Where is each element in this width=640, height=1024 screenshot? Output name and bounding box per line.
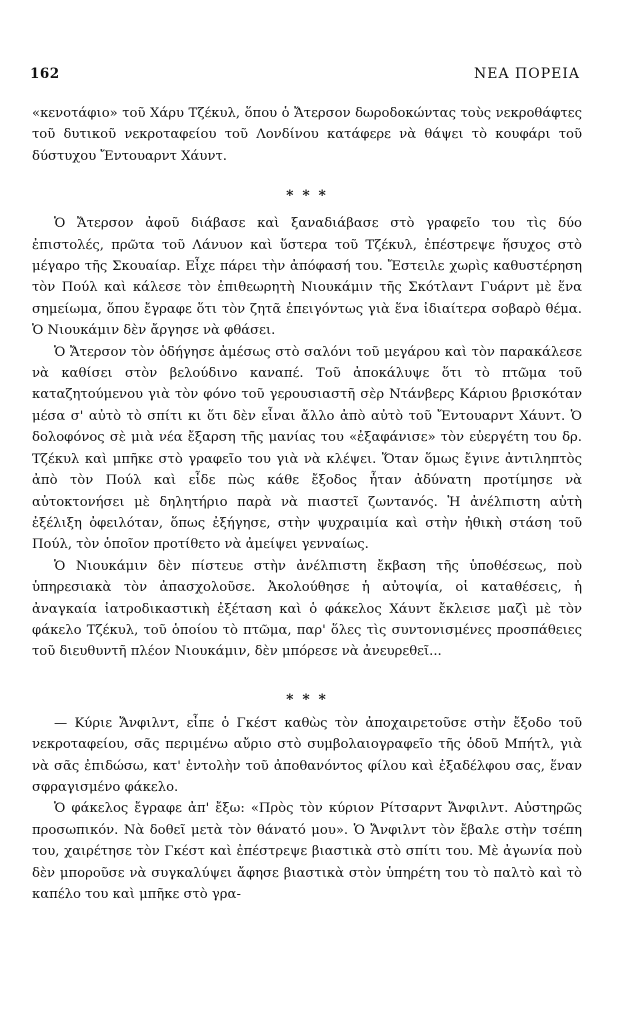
page-body [32,103,582,905]
running-title: ΝΕΑ ΠΟΡΕΙΑ [474,66,580,82]
paragraph-3: Ὁ Ἄτερσον τὸν ὁδήγησε ἀμέσως στὸ σαλόνι τοῦ μεγάρου καὶ τὸν παρακάλεσε νὰ καθίσει στὸν βελούδινο καναπέ. Τοῦ ἀποκάλυψε ὅτι τὸ πτῶμα τοῦ καταζητούμενου γιὰ τὸν φόνο τοῦ γερουσιαστῆ σὲρ Ντάνβερς Κάριου βρισκόταν μέσα σ' αὐτὸ τὸ σπίτι κι ὅτι δὲν εἶναι ἄλλο ἀπὸ αὐτὸ τοῦ Ἔντουαρντ Χάυντ. Ὁ δολοφόνος σὲ μιὰ νέα ἔξαρση τῆς μανίας του «ἐξαφάνισε» τὸν εὐεργέτη του δρ. Τζέκυλ καὶ μπῆκε στὸ γραφεῖο του γιὰ νὰ κλέψει. Ὅταν ὅμως ἔγινε ἀντιληπτὸς ἀπὸ τὸν Πούλ καὶ εἶδε πὼς κάθε ἔξοδος ἦταν ἀδύνατη προτίμησε νὰ αὐτοκτονήσει μὲ δηλητήριο παρὰ νὰ πιαστεῖ ζωντανός. Ἡ ἀνέλπιστη αὐτὴ ἐξέλιξη ὀφειλόταν, ὅπως ἐξήγησε, στὴν ψυχραιμία καὶ στὴν ἠθικὴ στάση τοῦ Πούλ, τὸν ὁποῖον προτίθετο νὰ ἀμείψει γενναίως. [32,344,582,553]
paragraph-4: Ὁ Νιουκάμιν δὲν πίστευε στὴν ἀνέλπιστη ἔκβαση τῆς ὑποθέσεως, ποὺ ὑπηρεσιακὰ τὸν ἀπασχολοῦσε. Ἀκολούθησε ἡ αὐτοψία, οἱ καταθέσεις, ἡ ἀναγκαία ἰατροδικαστικὴ ἐξέταση καὶ ὁ φάκελος Χάυντ ἔκλεισε μαζὶ μὲ τὸν φάκελο Τζέκυλ, τοῦ ὁποίου τὸ πτῶμα, παρ' ὅλες τὶς συντονισμένες προσπάθειες τοῦ διευθυντῆ πλέον Νιουκάμιν, δὲν μπόρεσε νὰ ἀνευρεθεῖ... [32,558,582,660]
section-separator-2: * * * [286,691,328,708]
paragraph-1: «κενοτάφιο» τοῦ Χάρυ Τζέκυλ, ὅπου ὁ Ἄτερσον δωροδοκώντας τοὺς νεκροθάφτες τοῦ δυτικοῦ νεκροταφείου τοῦ Λονδίνου κατάφερε νὰ θάψει τὸ κουφάρι τοῦ δύστυχου Ἔντουαρντ Χάυντ. [32,106,582,164]
paragraph-2: Ὁ Ἄτερσον ἀφοῦ διάβασε καὶ ξαναδιάβασε στὸ γραφεῖο του τὶς δύο ἐπιστολές, πρῶτα τοῦ Λάνυον καὶ ὕστερα τοῦ Τζέκυλ, ἐπέστρεψε ἥσυχος στὸ μέγαρο τῆς Σκουαίαρ. Εἶχε πάρει τὴν ἀπόφασή του. Ἔστειλε χωρὶς καθυστέρηση τὸν Πούλ καὶ κάλεσε τὸν ἐπιθεωρητὴ Νιουκάμιν τῆς Σκότλαντ Γυάρντ μὲ ἕνα σημείωμα, ὅπου ἔγραφε ὅτι τὸν ζητᾶ ἐπειγόντως γιὰ ἕνα ἰδιαίτερα σοβαρὸ θέμα. Ὁ Νιουκάμιν δὲν ἄργησε νὰ φθάσει. [32,216,582,339]
page-header [30,66,580,82]
section-separator-1: * * * [286,188,328,205]
page-number: 162 [30,66,60,82]
paragraph-6: Ὁ φάκελος ἔγραφε ἀπ' ἔξω: «Πρὸς τὸν κύριον Ρίτσαρντ Ἄνφιλντ. Αὐστηρῶς προσωπικόν. Νὰ δοθεῖ μετὰ τὸν θάνατό μου». Ὁ Ἄνφιλντ τὸν ἔβαλε στὴν τσέπη του, χαιρέτησε τὸν Γκέστ καὶ ἐπέστρεψε βιαστικὰ στὸ σπίτι του. Μὲ ἀγωνία ποὺ δὲν μποροῦσε νὰ συγκαλύψει ἄφησε βιαστικὰ στὸν ὑπηρέτη του τὸ παλτὸ καὶ τὸ καπέλο του καὶ μπῆκε στὸ γρα- [32,801,582,902]
paragraph-5: — Κύριε Ἄνφιλντ, εἶπε ὁ Γκέστ καθὼς τὸν ἀποχαιρετοῦσε στὴν ἔξοδο τοῦ νεκροταφείου, σᾶς περιμένω αὔριο στὸ συμβολαιογραφεῖο τῆς ὁδοῦ Μπήτλ, γιὰ νὰ σᾶς ἐπιδώσω, κατ' ἐντολὴν τοῦ ἀποθανόντος φίλου καὶ ἐξαδέλφου σας, ἕναν σφραγισμένο φάκελο. [32,715,582,795]
